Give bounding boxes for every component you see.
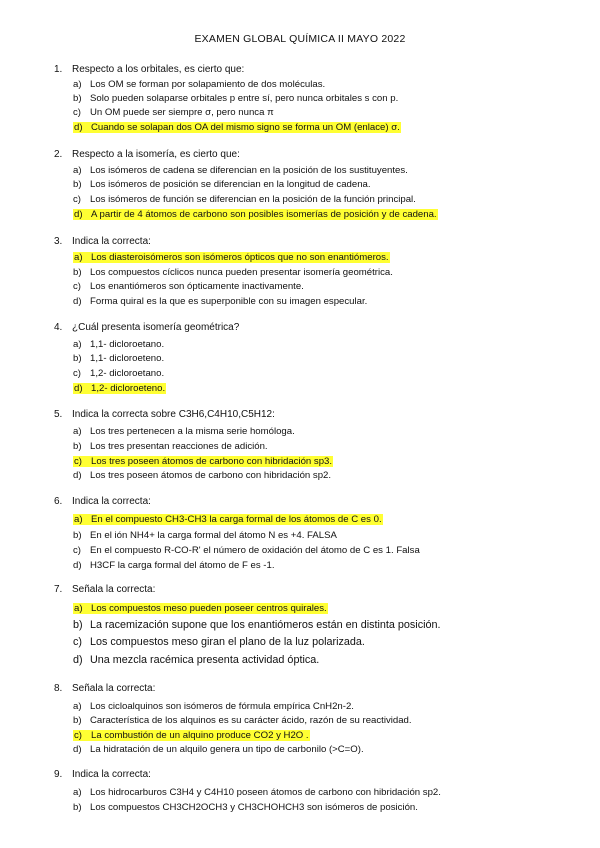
answer-content [73, 619, 441, 631]
answer-option [73, 122, 401, 133]
option-letter: a) [73, 787, 82, 798]
answer-content [73, 441, 268, 452]
option-letter: b) [73, 179, 82, 190]
option-text: A partir de 4 átomos de carbono son posibles isomerías de posición y de cadena. [91, 209, 437, 220]
option-text: Los cicloalquinos son isómeros de fórmula empírica CnH2n-2. [90, 701, 354, 712]
option-letter: a) [73, 701, 82, 712]
answer-content [73, 267, 393, 278]
option-text: 1,1- dicloroetano. [90, 339, 165, 350]
answer-option [73, 603, 328, 614]
option-text: Los isómeros de posición se diferencian en la longitud de cadena. [90, 179, 371, 190]
option-text: Los tres poseen átomos de carbono con hibridación sp2. [90, 470, 332, 481]
answer-content [73, 744, 364, 755]
option-text: Los enantiómeros son ópticamente inactivamente. [90, 281, 304, 292]
question-3 [54, 236, 151, 247]
option-letter: b) [73, 441, 82, 452]
question-number: 4. [54, 322, 63, 333]
option-letter: d) [74, 383, 83, 394]
option-text: 1,2- dicloroeteno. [91, 383, 166, 394]
option-text: Los tres presentan reacciones de adición. [90, 441, 268, 452]
answer-option [73, 545, 420, 556]
option-letter: b) [73, 353, 82, 364]
option-letter: b) [73, 267, 82, 278]
answer-option [73, 654, 319, 666]
answer-content [73, 79, 325, 90]
answer-option [73, 339, 164, 350]
question-text: Indica la correcta: [72, 769, 151, 780]
option-text: Los isómeros de cadena se diferencian en la posición de los sustituyentes. [90, 165, 408, 176]
answer-option [73, 701, 354, 712]
question-7 [54, 584, 155, 595]
option-letter: d) [73, 654, 83, 666]
question-text: ¿Cuál presenta isomería geométrica? [72, 322, 240, 333]
answer-content [73, 654, 319, 666]
option-letter: d) [73, 296, 82, 307]
highlighted-answer [73, 456, 333, 467]
option-letter: b) [73, 530, 82, 541]
exam-title: EXAMEN GLOBAL QUÍMICA II MAYO 2022 [194, 33, 406, 45]
answer-option [73, 368, 164, 379]
answer-content [73, 353, 164, 364]
answer-option [73, 514, 383, 525]
option-letter: b) [73, 619, 83, 631]
option-text: Los compuestos CH3CH2OCH3 y CH3CHOHCH3 son isómeros de posición. [90, 802, 418, 813]
answer-content [73, 470, 331, 481]
answer-content [73, 560, 275, 571]
answer-option [73, 730, 310, 741]
option-text: Los compuestos meso giran el plano de la luz polarizada. [90, 636, 365, 648]
option-text: La hidratación de un alquilo genera un tipo de carbonilo (>C=O). [90, 744, 364, 755]
answer-option [73, 107, 274, 118]
option-letter: d) [73, 560, 82, 571]
answer-content [73, 426, 295, 437]
answer-option [73, 383, 166, 394]
answer-option [73, 456, 333, 467]
question-text: Respecto a la isomería, es cierto que: [72, 149, 240, 160]
question-number: 6. [54, 496, 63, 507]
option-letter: c) [73, 636, 82, 648]
option-letter: c) [73, 194, 81, 205]
option-text: Solo pueden solaparse orbitales p entre sí, pero nunca orbitales s con p. [90, 93, 399, 104]
option-text: H3CF la carga formal del átomo de F es -1. [90, 560, 275, 571]
answer-content [73, 339, 164, 350]
answer-content [73, 368, 164, 379]
answer-content [73, 530, 337, 541]
answer-content [73, 194, 416, 205]
answer-content [73, 787, 441, 798]
highlighted-answer [73, 603, 328, 614]
highlighted-answer [73, 252, 390, 263]
option-text: Característica de los alquinos es su carácter ácido, razón de su reactividad. [90, 715, 412, 726]
option-text: Los OM se forman por solapamiento de dos moléculas. [90, 79, 326, 90]
answer-content [73, 179, 371, 190]
option-text: La combustión de un alquino produce CO2 y H2O . [91, 730, 309, 741]
question-number: 8. [54, 683, 63, 694]
option-text: En el ión NH4+ la carga formal del átomo N es +4. FALSA [90, 530, 337, 541]
option-letter: c) [73, 107, 81, 118]
answer-option [73, 715, 412, 726]
answer-content [73, 715, 412, 726]
option-letter: d) [73, 470, 82, 481]
answer-content [73, 296, 367, 307]
answer-option [73, 353, 164, 364]
answer-content [73, 281, 304, 292]
answer-option [73, 470, 331, 481]
question-text: Respecto a los orbitales, es cierto que: [72, 64, 245, 75]
option-text: Los isómeros de función se diferencian en la posición de la función principal. [90, 194, 416, 205]
option-text: 1,1- dicloroeteno. [90, 353, 165, 364]
answer-option [73, 619, 441, 631]
question-1 [54, 64, 244, 75]
option-text: Forma quiral es la que es superponible con su imagen especular. [90, 296, 368, 307]
option-letter: d) [73, 744, 82, 755]
highlighted-answer [73, 730, 310, 741]
answer-option [73, 560, 275, 571]
answer-option [73, 296, 367, 307]
option-text: Cuando se solapan dos OA del mismo signo se forma un OM (enlace) σ. [91, 122, 400, 133]
answer-option [73, 209, 438, 220]
option-text: Los diasteroisómeros son isómeros ópticos que no son enantiómeros. [91, 252, 389, 263]
question-8 [54, 683, 155, 694]
option-text: Los tres pertenecen a la misma serie homóloga. [90, 426, 295, 437]
option-letter: a) [73, 165, 82, 176]
answer-option [73, 165, 408, 176]
answer-content [73, 545, 420, 556]
option-letter: b) [73, 802, 82, 813]
option-text: Los compuestos cíclicos nunca pueden presentar isomería geométrica. [90, 267, 393, 278]
option-letter: a) [73, 426, 82, 437]
option-letter: d) [74, 122, 83, 133]
answer-content [73, 93, 398, 104]
option-letter: a) [73, 79, 82, 90]
option-letter: a) [74, 252, 83, 263]
answer-content [73, 165, 408, 176]
question-text: Indica la correcta: [72, 496, 151, 507]
answer-option [73, 441, 268, 452]
question-text: Indica la correcta: [72, 236, 151, 247]
question-number: 1. [54, 64, 63, 75]
question-4 [54, 322, 239, 333]
answer-option [73, 530, 337, 541]
question-number: 5. [54, 409, 63, 420]
question-text: Señala la correcta: [72, 584, 156, 595]
option-letter: c) [73, 368, 81, 379]
answer-option [73, 787, 441, 798]
option-text: Los tres poseen átomos de carbono con hibridación sp3. [91, 456, 333, 467]
answer-option [73, 79, 325, 90]
option-letter: c) [74, 730, 82, 741]
question-5 [54, 409, 275, 420]
answer-content [73, 107, 274, 118]
question-2 [54, 149, 240, 160]
option-text: Los hidrocarburos C3H4 y C4H10 poseen átomos de carbono con hibridación sp2. [90, 787, 441, 798]
answer-content [73, 701, 354, 712]
answer-option [73, 281, 304, 292]
question-number: 7. [54, 584, 63, 595]
answer-option [73, 252, 390, 263]
answer-option [73, 93, 398, 104]
option-letter: b) [73, 93, 82, 104]
option-letter: b) [73, 715, 82, 726]
option-letter: a) [74, 603, 83, 614]
option-text: Un OM puede ser siempre σ, pero nunca π [90, 107, 274, 118]
option-letter: c) [73, 545, 81, 556]
option-text: 1,2- dicloroetano. [90, 368, 165, 379]
answer-content [73, 636, 365, 648]
option-text: En el compuesto R-CO-R' el número de oxidación del átomo de C es 1. Falsa [90, 545, 420, 556]
question-number: 9. [54, 769, 63, 780]
option-letter: c) [73, 281, 81, 292]
highlighted-answer [73, 122, 401, 133]
option-letter: c) [74, 456, 82, 467]
answer-option [73, 802, 418, 813]
question-number: 3. [54, 236, 63, 247]
option-letter: a) [74, 514, 83, 525]
highlighted-answer [73, 514, 383, 525]
option-text: En el compuesto CH3-CH3 la carga formal de los átomos de C es 0. [91, 514, 382, 525]
option-letter: a) [73, 339, 82, 350]
question-text: Indica la correcta sobre C3H6,C4H10,C5H12: [72, 409, 275, 420]
answer-option [73, 426, 295, 437]
highlighted-answer [73, 209, 438, 220]
answer-content [73, 802, 418, 813]
option-text: Los compuestos meso pueden poseer centros quirales. [91, 603, 327, 614]
answer-option [73, 194, 416, 205]
option-letter: d) [74, 209, 83, 220]
option-text: La racemización supone que los enantiómeros están en distinta posición. [90, 619, 441, 631]
question-number: 2. [54, 149, 63, 160]
answer-option [73, 179, 371, 190]
answer-option [73, 636, 365, 648]
question-text: Señala la correcta: [72, 683, 156, 694]
question-6 [54, 496, 151, 507]
option-text: Una mezcla racémica presenta actividad óptica. [90, 654, 320, 666]
answer-option [73, 744, 364, 755]
question-9 [54, 769, 151, 780]
answer-option [73, 267, 393, 278]
highlighted-answer [73, 383, 166, 394]
